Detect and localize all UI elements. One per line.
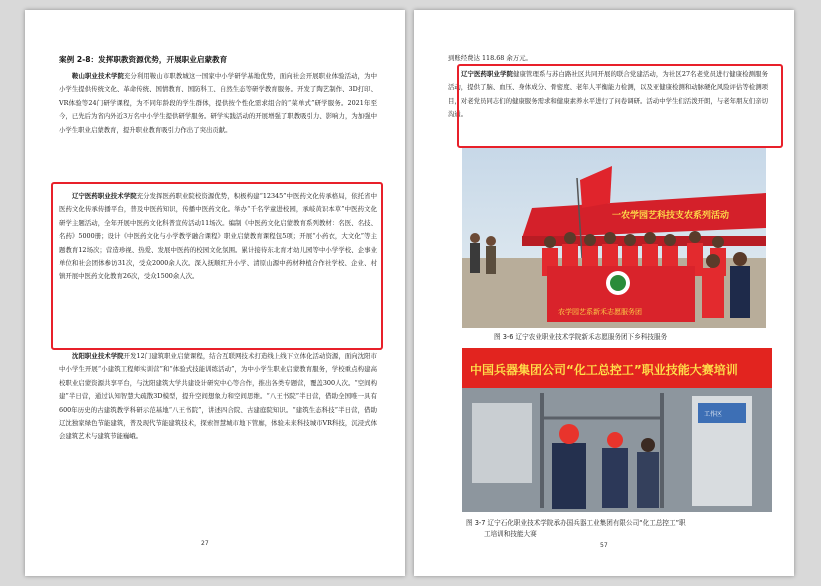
paragraph-shenyang-text: 开发12门建筑职业启蒙课程，结合互联网技术打造线上线下立体化活动资源，面向沈阳市中小学生开展“小建筑工程师实训营”和“体验式技能训练活动”，为中小学生职业启蒙教育服务，学校重点构建高校职业启蒙资源共享平台，与沈阳建筑大学共建设计研究中心等合作，推出各类专题营，覆盖300人次。“空间构建”半日营，通过认知智慧大疏散3D模型，提升空间想象力和空间思维。“八王书院”半日营，借助全国唯一具有600年历史的古建筑教学科研示范基地“八王书院”，讲述四合院、古建庭院知识。“建筑生态科技”半日营，借助辽沈独家绿色节能建筑，普及现代节能建筑技术，探索智慧城市地下管廊，体验未来科技城市VR科技，沉浸式体会建筑艺术与建筑节能巍峨。 xyxy=(59,352,378,441)
school-name-liaoning-medical: 辽宁医药职业技术学院 xyxy=(72,192,137,200)
volunteer-photo-illustration xyxy=(462,148,766,328)
paragraph-shenyang xyxy=(59,350,377,444)
school-name-shenyang: 沈阳职业技术学院 xyxy=(72,352,124,360)
caption-figure-3-7-line1: 图 3-7 辽宁石化职业技术学院承办国兵器工业集团有限公司“化工总控工”职 xyxy=(466,519,686,527)
photo-skills-training xyxy=(462,348,772,512)
caption-figure-3-6: 图 3-6 辽宁农业职业技术学院新禾志愿服务团下乡科技服务 xyxy=(494,333,668,341)
right-page xyxy=(414,10,794,576)
caption-figure-3-7-line2: 工培训和技能大赛 xyxy=(484,530,537,538)
photo2-banner-text: 中国兵器集团公司“化工总控工”职业技能大赛培训 xyxy=(470,363,738,377)
school-name-liaoning-medical-college: 辽宁医药职业学院 xyxy=(461,70,513,78)
training-photo-illustration xyxy=(462,348,772,512)
photo1-flag-text: 农学园艺系新禾志愿服务团 xyxy=(558,308,642,316)
paragraph-liaoning-medical-college-text: 健康管理系与苏白路社区共同开展的联合党建活动，为社区27名老党员进行健康检测服务活动，提供了脑、血压、身体成分、骨密度、老年人平衡能力检测，以及亚健康检测和动脉硬化风险评估等检测项目，对老党员同志们的健康服务需求和健康素养水平进行了问卷调研。活动中学生们活泼开朗，与老年朋友们亲切沟通。 xyxy=(448,70,768,119)
photo1-banner-text: 一农学园艺科技支农系列活动 xyxy=(612,211,730,221)
left-page xyxy=(25,10,405,576)
paragraph-anshan xyxy=(59,70,377,137)
caption-figure-3-7 xyxy=(466,518,786,540)
paragraph-liaoning-medical-college xyxy=(448,68,768,122)
paragraph-liaoning-medical xyxy=(59,190,377,284)
case-title: 案例 2-8：发挥职教资源优势，开展职业启蒙教育 xyxy=(59,55,228,64)
page-number-right: 57 xyxy=(600,542,608,549)
page-number-left: 27 xyxy=(201,540,209,547)
paragraph-anshan-text: 充分利用鞍山市职教城这一国家中小学研学基地优势，面向社会开展职业体验活动，为中小学生提供传统文化、革命传统、国情教育、国防科工、自然生态等研学教育服务。开发了陶艺制作、3D打印、VR体验等24门研学课程，为不同年龄段的学生群体，提供按个性化需求组合的“菜单式”研学服务。2021年至今，已先后为省内外近3万名中小学生提供研学服务。研学实践活动的开展增强了职教吸引力、影响力，为加强中小学生职业启蒙教育，提升职业教育吸引力作出了突出贡献。 xyxy=(59,72,378,134)
paragraph-liaoning-medical-text: 充分发挥医药职业院校资源优势，积极构建“12345”中医药文化传承格局，依托省中医药文化传承传播平台，普及中医药知识，传播中医药文化。举办“千名学童进校园，承岐黄识本草”中医药文化研学主题活动，全年开展中医药文化科普宣传活动11场次。编制《中医药文化启蒙教育系列教材：名医、名技、名药》5000册；设计《中医药文化与小学教学融合课程》职业启蒙教育课程包5项；开展“小药衣，大文化”等主题教育12场次；营造珍视、热爱、发展中医药的校园文化氛围。累计接待东北育才幼儿园等中小学学校、企事业单位和社会团体参访31次，受众2000余人次。深入抚顺红升小学、清原山源中药材种植合作社学校、企业、村镇开展中医药文化教育26次，受众1500余人次。 xyxy=(59,192,377,281)
school-name-anshan: 鞍山职业技术学院 xyxy=(72,72,124,80)
photo-volunteer-service xyxy=(462,148,766,328)
photo2-sign-text: 工作区 xyxy=(704,411,723,418)
continued-text: 到账经费达 118.68 余万元。 xyxy=(448,54,532,62)
